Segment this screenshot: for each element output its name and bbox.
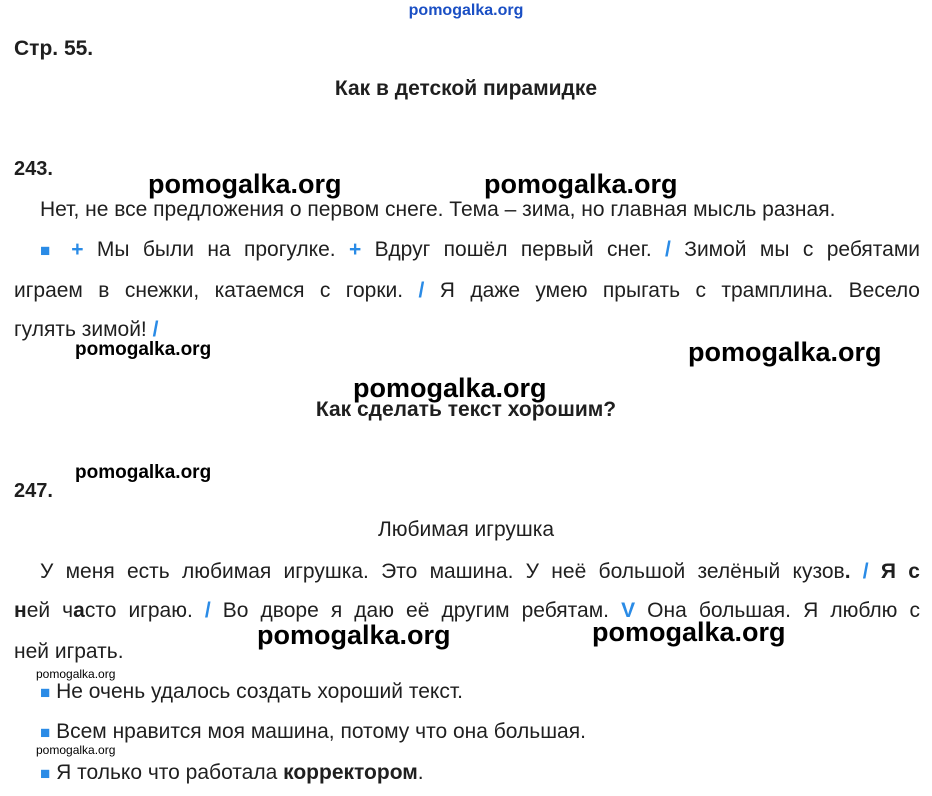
- blue-square-marker: ■: [40, 723, 51, 742]
- text-fragment: сто играю.: [84, 599, 205, 622]
- paragraph-line: [40, 238, 920, 262]
- blue-square-marker: ■: [40, 683, 51, 702]
- section-title: Как сделать текст хорошим?: [315, 398, 617, 421]
- bullet-item: [40, 761, 920, 785]
- bold-fragment: н: [14, 599, 27, 622]
- slash-marker: /: [152, 318, 159, 341]
- watermark: pomogalka.org: [592, 617, 786, 647]
- watermark: pomogalka.org: [257, 620, 451, 650]
- story-title: Любимая игрушка: [377, 518, 555, 541]
- watermark: pomogalka.org: [148, 169, 342, 199]
- top-watermark: pomogalka.org: [408, 2, 524, 19]
- watermark: pomogalka.org: [75, 339, 212, 360]
- plus-marker: +: [71, 238, 84, 261]
- bold-fragment: корректором: [283, 761, 418, 784]
- bold-fragment: .: [844, 560, 851, 583]
- page-reference: Стр. 55.: [14, 37, 94, 60]
- blue-square-marker: ■: [40, 764, 51, 783]
- text-fragment: ей ч: [26, 599, 74, 622]
- bullet-text: Всем нравится моя машина, потому что она большая.: [50, 720, 586, 743]
- paragraph-line: [40, 560, 920, 584]
- text-fragment: У меня есть любимая игрушка. Это машина. У неё большой зелёный кузов: [40, 560, 845, 583]
- bullet-item: [40, 720, 920, 744]
- paragraph-line: Нет, не все предложения о первом снеге. Тема – зима, но главная мысль разная.: [40, 198, 836, 221]
- text-fragment: Я даже умею прыгать с трамплина. Весело: [424, 279, 920, 302]
- watermark: pomogalka.org: [688, 337, 882, 367]
- slash-marker: /: [850, 560, 869, 583]
- insert-mark-v: V: [621, 599, 636, 622]
- slash-marker: /: [418, 279, 425, 302]
- text-fragment: Зимой мы с ребятами: [670, 238, 920, 261]
- slash-marker: /: [665, 238, 671, 261]
- paragraph-line: ней играть.: [14, 640, 124, 663]
- bold-fragment: Я с: [868, 560, 920, 583]
- blue-square-marker: ■: [40, 241, 58, 260]
- slash-marker: /: [204, 599, 211, 622]
- watermark: pomogalka.org: [75, 462, 212, 483]
- watermark: pomogalka.org: [36, 667, 116, 681]
- text-fragment: .: [417, 761, 424, 784]
- plus-marker: +: [348, 238, 362, 261]
- watermark: pomogalka.org: [484, 169, 678, 199]
- text-fragment: играем в снежки, катаемся с горки.: [14, 279, 419, 302]
- watermark: pomogalka.org: [36, 743, 116, 757]
- watermark: pomogalka.org: [353, 373, 547, 403]
- section-title: Как в детской пирамидке: [334, 77, 598, 100]
- exercise-number: 243.: [14, 158, 53, 180]
- text-fragment: Она большая. Я люблю с: [635, 599, 921, 622]
- paragraph-line: [14, 279, 920, 303]
- text-fragment: гулять зимой!: [14, 318, 153, 341]
- text-fragment: Вдруг пошёл первый снег.: [361, 238, 666, 261]
- bullet-item: [40, 680, 920, 704]
- bullet-text: Я только что работала: [50, 761, 284, 784]
- bold-fragment: а: [73, 599, 85, 622]
- text-fragment: Во дворе я даю её другим ребятам.: [210, 599, 622, 622]
- text-fragment: Мы были на прогулке.: [83, 238, 349, 261]
- exercise-number: 247.: [14, 480, 53, 502]
- bullet-text: Не очень удалось создать хороший текст.: [50, 680, 463, 703]
